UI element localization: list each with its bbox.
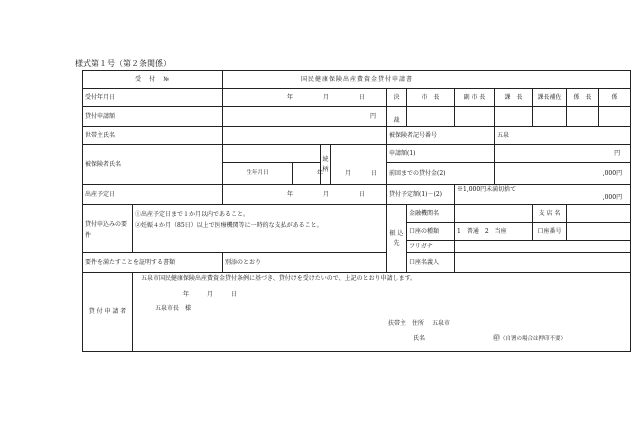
loan-amount-row bbox=[83, 107, 631, 127]
declaration-row bbox=[83, 273, 631, 352]
reception-row bbox=[83, 71, 631, 89]
previous-loan-value[interactable]: ,000円 bbox=[495, 163, 631, 185]
applied-amount-value[interactable]: 円 bbox=[495, 145, 631, 163]
planned-amount-label: 貸付予定額(1)－(2) bbox=[387, 185, 455, 205]
requirements-label: 貸付申込みの要件 bbox=[83, 205, 133, 253]
applicant-name-label: 氏名 bbox=[413, 335, 426, 342]
bank-name-label: 金融機関名 bbox=[407, 205, 455, 223]
proof-value: 別添のとおり bbox=[223, 253, 387, 273]
form-title: 様式第１号（第２条関係） bbox=[75, 59, 171, 68]
branch-label: 支 店 名 bbox=[533, 205, 567, 223]
household-head-value[interactable] bbox=[223, 127, 387, 145]
approval-col-staff: 係 bbox=[599, 89, 631, 107]
stamp-assistant[interactable] bbox=[533, 107, 567, 127]
applied-amount-label: 申請額(1) bbox=[387, 145, 495, 163]
reception-label: 受 付 № bbox=[83, 71, 223, 89]
transfer-header: 振 込 先 bbox=[387, 205, 407, 273]
approval-col-assistant: 課長補佐 bbox=[533, 89, 567, 107]
account-number-label: 口座番号 bbox=[533, 223, 567, 241]
declaration-text: 五泉市国民健康保険出産費資金貸付条例に基づき、貸付けを受けたいので、上記のとおり申請します。 bbox=[141, 275, 417, 282]
branch-value[interactable] bbox=[567, 205, 631, 223]
furigana-label: フリガナ bbox=[407, 241, 455, 253]
application-date-label: 受付年月日 bbox=[83, 89, 223, 107]
seal-area[interactable] bbox=[493, 334, 566, 343]
address-value: 五泉市 bbox=[432, 320, 451, 327]
due-date-value[interactable]: 年 月 日 bbox=[223, 185, 387, 205]
surety-label: 扶帯主 bbox=[388, 320, 407, 327]
declaration-date[interactable]: 年 月 日 bbox=[183, 291, 238, 298]
application-date-row bbox=[83, 89, 631, 107]
stamp-mayor[interactable] bbox=[407, 107, 455, 127]
loan-amount-label: 貸付申請額 bbox=[83, 107, 223, 127]
applicant-address[interactable] bbox=[388, 320, 450, 328]
account-type-current[interactable]: 2 当座 bbox=[484, 227, 507, 235]
household-head-label: 世帯主氏名 bbox=[83, 127, 223, 145]
approval-col-deputy: 副 市 長 bbox=[455, 89, 495, 107]
approval-col-manager: 課 長 bbox=[495, 89, 533, 107]
previous-loan-label: 前回までの貸付金(2) bbox=[387, 163, 495, 185]
form-main-title: 国民健康保険出産費資金貸付申請書 bbox=[301, 75, 414, 83]
approval-header-2: 裁 bbox=[387, 107, 407, 127]
account-holder-label: 口座名義人 bbox=[407, 253, 455, 273]
approval-header: 決 bbox=[387, 89, 407, 107]
requirement-2: ②妊娠４か月（85日）以上で医療機関等に一時的な支払があること。 bbox=[135, 222, 323, 229]
proof-row bbox=[83, 253, 631, 273]
declaration-body bbox=[133, 273, 631, 352]
applicant-header: 貸 付 申 請 者 bbox=[83, 273, 133, 352]
stamp-manager[interactable] bbox=[495, 107, 533, 127]
account-type-options[interactable] bbox=[455, 223, 533, 241]
account-holder-value[interactable] bbox=[455, 253, 631, 273]
stamp-chief[interactable] bbox=[567, 107, 599, 127]
account-type-label: 口座の種類 bbox=[407, 223, 455, 241]
application-date-value[interactable]: 年 月 日 bbox=[223, 89, 387, 107]
account-number-value[interactable] bbox=[567, 223, 631, 241]
due-date-label: 出産予定日 bbox=[83, 185, 223, 205]
insured-name-value[interactable] bbox=[223, 145, 321, 163]
approval-col-chief: 係 長 bbox=[567, 89, 599, 107]
seal-icon: ㊞ bbox=[493, 334, 500, 342]
account-type-ordinary[interactable]: 1 普通 bbox=[457, 227, 479, 235]
insured-row-1 bbox=[83, 145, 631, 163]
loan-amount-value[interactable]: 円 bbox=[223, 107, 387, 127]
requirements-list bbox=[133, 205, 387, 253]
requirement-1: ①出産予定日まで１か月以内であること。 bbox=[135, 211, 250, 218]
stamp-deputy[interactable] bbox=[455, 107, 495, 127]
requirements-row-1 bbox=[83, 205, 631, 223]
due-date-row bbox=[83, 185, 631, 205]
insured-name-label: 被保険者氏名 bbox=[83, 145, 223, 185]
mayor-addressee: 五泉市長 様 bbox=[155, 305, 192, 312]
stamp-staff[interactable] bbox=[599, 107, 631, 127]
birth-date-value[interactable]: 年 月 日 bbox=[293, 163, 321, 185]
address-label: 住所 bbox=[412, 320, 425, 327]
insured-number-value[interactable]: 五泉 bbox=[495, 127, 631, 145]
seal-note: （自署の場合は押印不要） bbox=[500, 336, 567, 342]
relation-label: 続柄 bbox=[321, 145, 331, 185]
bank-name-value[interactable] bbox=[455, 205, 533, 223]
proof-label: 要件を満たすことを証明する書類 bbox=[83, 253, 223, 273]
relation-value[interactable] bbox=[331, 145, 387, 185]
approval-col-mayor: 市 長 bbox=[407, 89, 455, 107]
insured-number-label: 被保険者記号番号 bbox=[387, 127, 495, 145]
planned-amount-note: ※1,000円未満切捨て bbox=[457, 186, 517, 193]
household-head-row bbox=[83, 127, 631, 145]
application-form-table bbox=[82, 70, 631, 352]
birth-date-label: 生年月日 bbox=[223, 163, 293, 185]
planned-amount-value[interactable]: ※1,000円未満切捨て ,000円 bbox=[455, 185, 631, 205]
furigana-value[interactable] bbox=[455, 241, 631, 253]
